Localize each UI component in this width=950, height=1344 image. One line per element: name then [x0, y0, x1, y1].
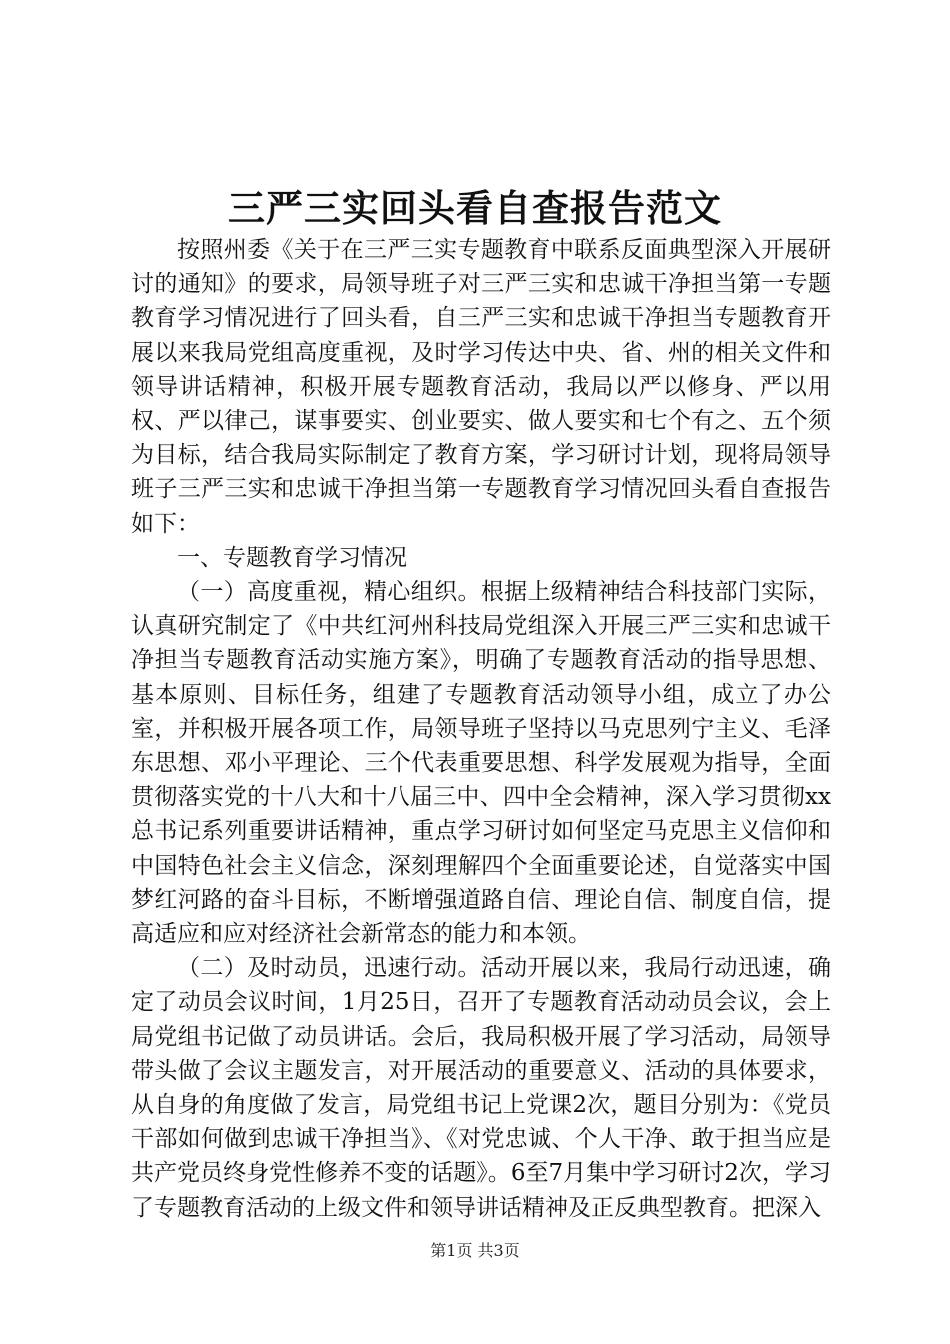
intro-paragraph: 按照州委《关于在三严三实专题教育中联系反面典型深入开展研讨的通知》的要求，局领导班子对三严三实和忠诚干净担当第一专题教育学习情况进行了回头看，自三严三实和忠诚干净担当专题教育开展以来我局党组高度重视，及时学习传达中央、省、州的相关文件和领导讲话精神，积极开展专题教育活动，我局以严以修身、严以用权、严以律己，谋事要实、创业要实、做人要实和七个有之、五个须为目标，结合我局实际制定了教育方案，学习研讨计划，现将局领导班子三严三实和忠诚干净担当第一专题教育学习情况回头看自查报告如下：: [131, 237, 831, 537]
page-footer: 第1页 共3页: [430, 1241, 520, 1260]
section-heading: 一、专题教育学习情况: [177, 544, 407, 571]
section-paragraph-2: （二）及时动员，迅速行动。活动开展以来，我局行动迅速，确定了动员会议时间，1月25日，召开了专题教育活动动员会议，会上局党组书记做了动员讲话。会后，我局积极开展了学习活动，局领导带头做了会议主题发言，对开展活动的重要意义、活动的具体要求，从自身的角度做了发言，局党组书记上党课2次，题目分别为：《党员干部如何做到忠诚干净担当》、《对党忠诚、个人干净、敢于担当应是共产党员终身党性修养不变的话题》。6至7月集中学习研讨2次，学习了专题教育活动的上级文件和领导讲话精神及正反典型教育。把深入: [131, 955, 831, 1221]
section-paragraph-1: （一）高度重视，精心组织。根据上级精神结合科技部门实际，认真研究制定了《中共红河州科技局党组深入开展三严三实和忠诚干净担当专题教育活动实施方案》，明确了专题教育活动的指导思想、基本原则、目标任务，组建了专题教育活动领导小组，成立了办公室，并积极开展各项工作，局领导班子坚持以马克思列宁主义、毛泽东思想、邓小平理论、三个代表重要思想、科学发展观为指导，全面贯彻落实党的十八大和十八届三中、四中全会精神，深入学习贯彻xx总书记系列重要讲话精神，重点学习研讨如何坚定马克思主义信仰和中国特色社会主义信念，深刻理解四个全面重要论述，自觉落实中国梦红河路的奋斗目标，不断增强道路自信、理论自信、制度自信，提高适应和应对经济社会新常态的能力和本领。: [131, 579, 831, 948]
document-title: 三严三实回头看自查报告范文: [228, 186, 722, 230]
document-body: [131, 233, 831, 1225]
